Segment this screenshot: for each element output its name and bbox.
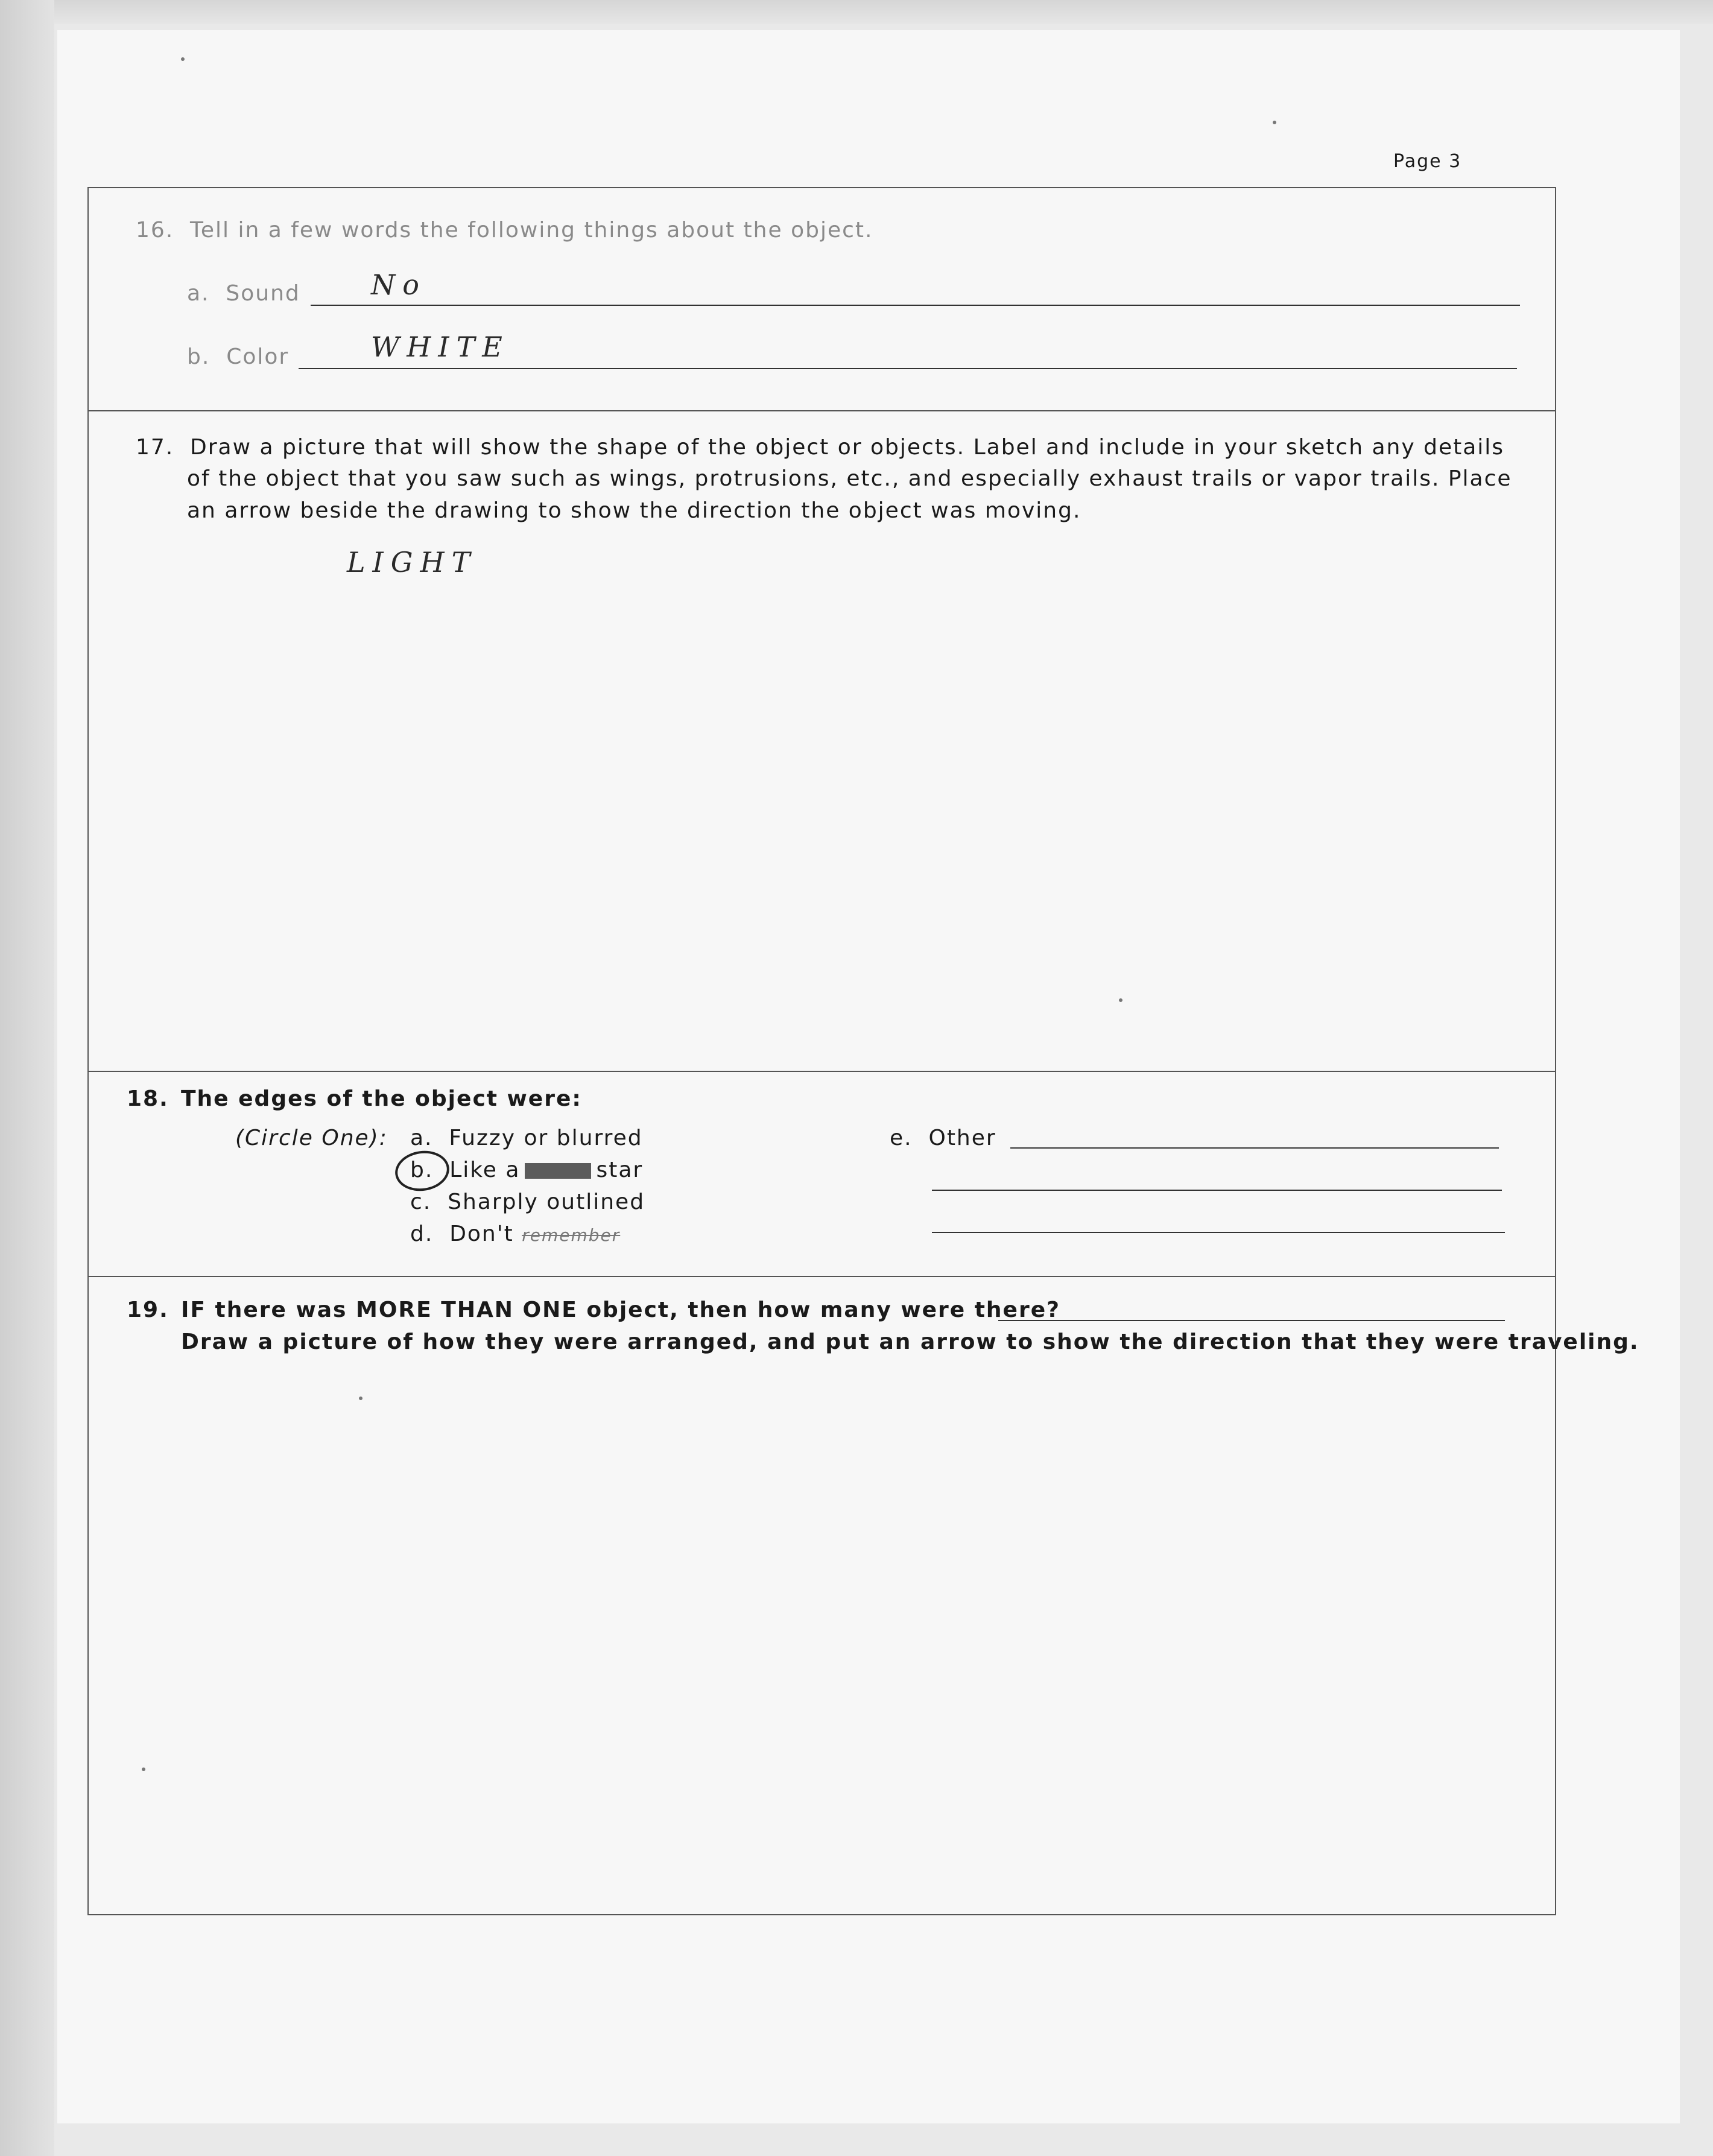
option-b[interactable] [410, 1154, 643, 1187]
other-answer-line-1[interactable] [1010, 1147, 1499, 1149]
question-16-number: 16. [136, 218, 174, 243]
option-c[interactable] [410, 1186, 645, 1219]
color-answer-line[interactable] [299, 368, 1517, 369]
option-b-post: star [596, 1158, 644, 1182]
option-c-letter: c. [410, 1190, 432, 1214]
q16-a-row [187, 277, 300, 310]
scan-speck [181, 57, 185, 61]
option-d-struck: remember [522, 1225, 621, 1245]
section-divider-19 [87, 1276, 1556, 1277]
scan-speck [1273, 121, 1276, 124]
option-e-text: Other [928, 1126, 996, 1150]
question-19-line-1: IF there was MORE THAN ONE object, then how many were there? [181, 1298, 1061, 1322]
q16-a-letter: a. [187, 281, 210, 306]
option-e[interactable] [890, 1122, 996, 1155]
question-17-line-1: Draw a picture that will show the shape of the object or objects. Label and include in your sketch any details [190, 435, 1505, 460]
question-17-line-2: of the object that you saw such as wings, protrusions, etc., and especially exhaust trails or vapor trails. Place [187, 466, 1512, 491]
question-16-prompt: Tell in a few words the following things about the object. [190, 218, 873, 243]
page-number: Page 3 [1393, 151, 1462, 172]
sketch-answer: LIGHT [347, 546, 478, 579]
option-a-text: Fuzzy or blurred [449, 1126, 643, 1150]
section-divider-17 [87, 410, 1556, 411]
option-a[interactable] [410, 1122, 643, 1155]
question-16 [136, 214, 873, 247]
other-answer-line-3[interactable] [932, 1232, 1505, 1233]
option-e-letter: e. [890, 1126, 913, 1150]
redaction-mark [525, 1163, 591, 1179]
q16-b-label: Color [226, 344, 290, 369]
sketch-area[interactable] [100, 573, 1547, 1062]
other-answer-line-2[interactable] [932, 1190, 1502, 1191]
color-answer: WHITE [371, 331, 510, 363]
question-19-number: 19. [127, 1298, 169, 1322]
option-b-letter: b. [410, 1158, 434, 1182]
scan-edge-left [0, 0, 54, 2156]
section-divider-18 [87, 1071, 1556, 1072]
sound-answer-line[interactable] [311, 305, 1520, 306]
question-17-line-3: an arrow beside the drawing to show the direction the object was moving. [187, 498, 1081, 523]
option-c-text: Sharply outlined [448, 1190, 645, 1214]
question-17-line-3-row [187, 495, 1081, 527]
count-answer-line[interactable] [998, 1320, 1505, 1321]
question-17 [136, 431, 1504, 464]
option-b-pre: Like a [449, 1158, 521, 1182]
q16-b-letter: b. [187, 344, 211, 369]
question-19-line-2-row [181, 1326, 1639, 1359]
question-18 [127, 1083, 582, 1115]
question-17-number: 17. [136, 435, 174, 460]
sound-answer: No [371, 268, 426, 301]
question-19-line-2: Draw a picture of how they were arranged, and put an arrow to show the direction that they were traveling. [181, 1330, 1639, 1354]
question-17-line-2-row [187, 463, 1512, 495]
circle-one-instruction: (Circle One): [235, 1126, 388, 1150]
question-18-prompt: The edges of the object were: [181, 1086, 582, 1111]
option-d-pre: Don't [449, 1222, 514, 1246]
q16-a-label: Sound [226, 281, 300, 306]
arrangement-sketch-area[interactable] [97, 1375, 1544, 1906]
option-a-letter: a. [410, 1126, 433, 1150]
q16-b-row [187, 341, 289, 373]
question-18-number: 18. [127, 1086, 169, 1111]
option-d-letter: d. [410, 1222, 434, 1246]
scan-edge-top [0, 0, 1713, 24]
option-d[interactable] [410, 1218, 620, 1252]
question-19 [127, 1294, 1060, 1327]
